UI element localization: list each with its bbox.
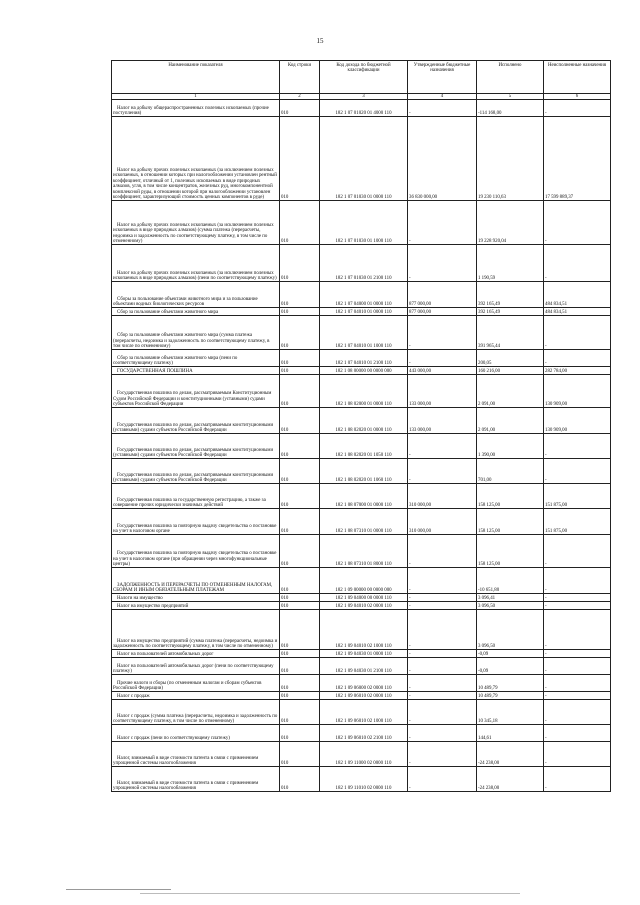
header-line-code: Код строки [280,61,320,94]
row-name: Налог с продаж (сумма платежа (перерасчеты, недоимка и задолженность по соответствующему платежу, в том числе по отмененному) [112,700,280,725]
row-line-code: 010 [280,767,320,792]
row-name: Налог на имущество предприятий (сумма платежа (перерасчеты, недоимка и задолженность по соответствующему платежу, в том числе по отмененному) [112,610,280,650]
table-row [112,509,611,535]
row-unexecuted: - [544,594,611,602]
header-approved: Утвержденные бюджетные назначения [408,61,477,94]
row-executed: 160 216,00 [477,367,544,375]
row-budget-code: 182 1 09 04000 00 0000 110 [320,594,408,602]
row-unexecuted: - [544,350,611,367]
table-row [112,308,611,316]
row-unexecuted: - [544,658,611,675]
row-executed: 158 125,00 [477,535,544,568]
row-budget-code: 182 1 09 04030 01 2100 110 [320,658,408,675]
row-unexecuted: - [544,692,611,700]
row-executed: 3 096,50 [477,602,544,610]
table-row [112,700,611,725]
row-unexecuted: 151 875,00 [544,484,611,509]
row-approved: - [408,700,477,725]
footer-rule [140,893,520,894]
row-executed: 19 228 920,04 [477,201,544,245]
table-row [112,692,611,700]
row-approved: 310 000,00 [408,509,477,535]
row-name: Налог с продаж [112,692,280,700]
row-line-code: 010 [280,594,320,602]
row-name: Государственная пошлина за повторную выдачу свидетельства о постановке на учет в налоговом органе (при обращении через многофункциональные центры) [112,535,280,568]
header-indicator-name: Наименование показателя [112,61,280,94]
row-name: Сбор за пользование объектами животного мира [112,308,280,316]
row-line-code: 010 [280,201,320,245]
row-line-code: 010 [280,675,320,692]
row-unexecuted: - [544,602,611,610]
row-unexecuted: 484 834,51 [544,282,611,308]
row-unexecuted: - [544,434,611,459]
col-number: 3 [320,94,408,100]
row-executed: 19 230 110,63 [477,117,544,201]
row-unexecuted: - [544,459,611,484]
row-line-code: 010 [280,484,320,509]
row-unexecuted: - [544,610,611,650]
row-approved: - [408,725,477,742]
row-approved: 877 000,00 [408,308,477,316]
row-budget-code: 182 1 07 01030 01 2100 110 [320,245,408,282]
row-name: Налог, взимаемый в виде стоимости патента в связи с применением упрощенной системы налогообложения [112,767,280,792]
table-row [112,650,611,658]
table-row [112,658,611,675]
col-number: 5 [477,94,544,100]
row-budget-code: 182 1 09 00000 00 0000 000 [320,568,408,594]
row-unexecuted: - [544,650,611,658]
row-executed: 392 165,49 [477,282,544,308]
row-approved: - [408,675,477,692]
row-unexecuted: - [544,245,611,282]
row-unexecuted: 130 909,00 [544,408,611,434]
table-row [112,201,611,245]
row-budget-code: 182 1 09 06010 02 0000 110 [320,692,408,700]
row-unexecuted: - [544,742,611,767]
row-line-code: 010 [280,650,320,658]
row-budget-code: 182 1 09 04010 02 0000 110 [320,602,408,610]
table-row [112,375,611,408]
table-row [112,535,611,568]
row-name: Налог на добычу прочих полезных ископаемых (за исключением полезных ископаемых в виде природных алмазов) (сумма платежа (перерасчеты, недоимка и задолженность по соответствующему платежу, в том числе по отмененному) [112,201,280,245]
table-row [112,568,611,594]
row-line-code: 010 [280,100,320,117]
row-name: Налог с продаж (пени по соответствующему платежу) [112,725,280,742]
row-budget-code: 182 1 08 00000 00 0000 000 [320,367,408,375]
row-unexecuted: 151 875,00 [544,509,611,535]
row-executed: -10 651,80 [477,568,544,594]
row-name: Государственная пошлина по делам, рассматриваемым конституционными (уставными) судами субъектов Российской Федерации [112,434,280,459]
table-row [112,594,611,602]
row-budget-code: 182 1 09 06000 02 0000 110 [320,675,408,692]
row-line-code: 010 [280,308,320,316]
row-unexecuted: - [544,675,611,692]
row-name: Налог на добычу общераспространенных полезных ископаемых (прочие поступления) [112,100,280,117]
row-executed: 701,00 [477,459,544,484]
revenue-execution-table [111,60,611,792]
row-unexecuted: 130 909,00 [544,375,611,408]
row-line-code: 010 [280,658,320,675]
row-name: ГОСУДАРСТВЕННАЯ ПОШЛИНА [112,367,280,375]
row-unexecuted: - [544,700,611,725]
row-name: Налог на добычу прочих полезных ископаемых (за исключением полезных ископаемых, в отношении которых при налогообложении установлен рентный коэффициент, отличный от 1, полезных ископаемых в виде природных алмазов, угля, в том числе концентратов, железных руд, многокомпонентной комплексной руды, в отношении которой при налогообложении установлен коэффициент, характеризующий стоимость ценных компонентов в руде) [112,117,280,201]
header-executed: Исполнено [477,61,544,94]
table-row [112,459,611,484]
row-executed: 2 091,00 [477,408,544,434]
col-number: 6 [544,94,611,100]
page-number: 15 [316,37,324,45]
row-executed: 1 190,59 [477,245,544,282]
row-line-code: 010 [280,692,320,700]
table-row [112,434,611,459]
row-name: Налог, взимаемый в виде стоимости патента в связи с применением упрощенной системы налогообложения [112,742,280,767]
col-number: 2 [280,94,320,100]
row-line-code: 010 [280,375,320,408]
row-line-code: 010 [280,725,320,742]
row-executed: -24 238,00 [477,767,544,792]
row-approved: - [408,742,477,767]
row-approved: - [408,602,477,610]
table-row [112,602,611,610]
table-row [112,675,611,692]
row-unexecuted: 484 834,51 [544,308,611,316]
row-executed: 392 165,49 [477,308,544,316]
footer-rule [66,889,171,890]
row-name: Государственная пошлина по делам, рассматриваемым конституционными (уставными) судами субъектов Российской Федерации [112,459,280,484]
row-name: Государственная пошлина за повторную выдачу свидетельства о постановке на учет в налоговом органе [112,509,280,535]
row-approved: - [408,201,477,245]
row-name: Сбор за пользование объектами животного мира (пени по соответствующему платежу) [112,350,280,367]
row-name: Налог на пользователей автомобильных дорог (пени по соответствующему платежу) [112,658,280,675]
row-approved: 310 000,00 [408,484,477,509]
row-executed: 10 345,18 [477,700,544,725]
row-budget-code: 182 1 08 07000 01 0000 110 [320,484,408,509]
row-approved: 877 000,00 [408,282,477,308]
table-row [112,742,611,767]
row-name: Сборы за пользование объектами животного мира и за пользование объектами водных биологических ресурсов [112,282,280,308]
header-budget-code: Код дохода по бюджетной классификации [320,61,408,94]
row-approved: - [408,434,477,459]
row-executed: 158 125,00 [477,484,544,509]
row-budget-code: 182 1 08 02020 01 1060 110 [320,459,408,484]
row-budget-code: 182 1 09 06010 02 1000 110 [320,700,408,725]
table-body [112,100,611,792]
row-approved: - [408,692,477,700]
row-line-code: 010 [280,509,320,535]
row-budget-code: 182 1 09 04030 01 0000 110 [320,650,408,658]
row-unexecuted: - [544,100,611,117]
row-name: Государственная пошлина по делам, рассматриваемым конституционными (уставными) судами субъектов Российской Федерации [112,408,280,434]
row-unexecuted: - [544,201,611,245]
row-name: ЗАДОЛЖЕННОСТЬ И ПЕРЕРАСЧЕТЫ ПО ОТМЕНЕННЫМ НАЛОГАМ, СБОРАМ И ИНЫМ ОБЯЗАТЕЛЬНЫМ ПЛАТЕЖАМ [112,568,280,594]
row-budget-code: 182 1 08 02000 01 0000 110 [320,375,408,408]
row-line-code: 010 [280,350,320,367]
row-name: Налог на имущество предприятий [112,602,280,610]
row-executed: -0,09 [477,650,544,658]
row-unexecuted: - [544,767,611,792]
row-budget-code: 182 1 07 04000 01 0000 110 [320,282,408,308]
row-name: Сбор за пользование объектами животного мира (сумма платежа (перерасчеты, недоимка и задолженность по соответствующему платежу, в том числе по отмененному) [112,316,280,350]
table-row [112,316,611,350]
row-name: Налоги на имущество [112,594,280,602]
row-approved: 133 000,00 [408,375,477,408]
row-line-code: 010 [280,742,320,767]
table-row [112,367,611,375]
row-budget-code: 182 1 07 01030 01 1000 110 [320,201,408,245]
col-number: 1 [112,94,280,100]
row-line-code: 010 [280,282,320,308]
row-approved: - [408,568,477,594]
row-executed: 10 489,79 [477,675,544,692]
table-row [112,117,611,201]
row-unexecuted: 17 599 889,37 [544,117,611,201]
row-unexecuted: 282 784,00 [544,367,611,375]
row-executed: 200,05 [477,350,544,367]
table-row [112,282,611,308]
row-budget-code: 182 1 09 06010 02 2100 110 [320,725,408,742]
row-approved: - [408,650,477,658]
row-name: Прочие налоги и сборы (по отмененным налогам и сборам субъектов Российской Федерации) [112,675,280,692]
row-budget-code: 182 1 07 01030 01 0000 110 [320,117,408,201]
row-executed: -24 238,00 [477,742,544,767]
table-row [112,100,611,117]
row-name: Государственная пошлина по делам, рассматриваемым Конституционным Судом Российской Федерации и конституционными (уставными) судами субъектов Российской Федерации [112,375,280,408]
row-budget-code: 182 1 07 04010 01 1000 110 [320,316,408,350]
row-budget-code: 182 1 07 04010 01 2100 110 [320,350,408,367]
row-approved: - [408,459,477,484]
row-approved: - [408,610,477,650]
table-row [112,408,611,434]
row-executed: 1 390,00 [477,434,544,459]
row-approved: - [408,350,477,367]
row-line-code: 010 [280,367,320,375]
row-approved: - [408,767,477,792]
col-number: 4 [408,94,477,100]
table-row [112,725,611,742]
row-line-code: 010 [280,245,320,282]
row-unexecuted: - [544,568,611,594]
row-budget-code: 182 1 09 11000 02 0000 110 [320,742,408,767]
row-budget-code: 182 1 09 04010 02 1000 110 [320,610,408,650]
row-line-code: 010 [280,610,320,650]
row-line-code: 010 [280,602,320,610]
row-approved: 36 830 000,00 [408,117,477,201]
row-executed: -114 168,00 [477,100,544,117]
row-budget-code: 182 1 07 01020 01 4000 110 [320,100,408,117]
row-unexecuted: - [544,316,611,350]
row-executed: 3 096,50 [477,610,544,650]
row-approved: 443 000,00 [408,367,477,375]
row-budget-code: 182 1 08 02020 01 0000 110 [320,408,408,434]
row-line-code: 010 [280,117,320,201]
table-header-row [112,61,611,94]
row-executed: 3 096,41 [477,594,544,602]
row-name: Налог на добычу прочих полезных ископаемых (за исключением полезных ископаемых в виде природных алмазов) (пени по соответствующему платежу) [112,245,280,282]
row-line-code: 010 [280,568,320,594]
row-executed: -0,09 [477,658,544,675]
row-name: Налог на пользователей автомобильных дорог [112,650,280,658]
row-line-code: 010 [280,535,320,568]
table-row [112,484,611,509]
row-line-code: 010 [280,700,320,725]
row-line-code: 010 [280,434,320,459]
table-row [112,767,611,792]
table-row [112,350,611,367]
row-executed: 144,61 [477,725,544,742]
row-executed: 158 125,00 [477,509,544,535]
row-executed: 10 489,79 [477,692,544,700]
row-budget-code: 182 1 08 07310 01 0000 110 [320,509,408,535]
row-approved: 133 000,00 [408,408,477,434]
row-executed: 2 091,00 [477,375,544,408]
row-approved: - [408,658,477,675]
row-name: Государственная пошлина за государственную регистрацию, а также за совершение прочих юридически значимых действий [112,484,280,509]
row-unexecuted: - [544,725,611,742]
row-line-code: 010 [280,459,320,484]
row-budget-code: 182 1 08 07310 01 8000 110 [320,535,408,568]
row-approved: - [408,245,477,282]
row-budget-code: 182 1 08 02020 01 1050 110 [320,434,408,459]
row-approved: - [408,594,477,602]
row-budget-code: 182 1 09 11010 02 0000 110 [320,767,408,792]
row-executed: 391 965,44 [477,316,544,350]
row-approved: - [408,535,477,568]
row-line-code: 010 [280,408,320,434]
table-row [112,245,611,282]
table-row [112,610,611,650]
row-approved: - [408,316,477,350]
row-line-code: 010 [280,316,320,350]
header-unexecuted: Неисполненные назначения [544,61,611,94]
row-unexecuted: - [544,535,611,568]
row-budget-code: 182 1 07 04010 01 0000 110 [320,308,408,316]
row-approved: - [408,100,477,117]
